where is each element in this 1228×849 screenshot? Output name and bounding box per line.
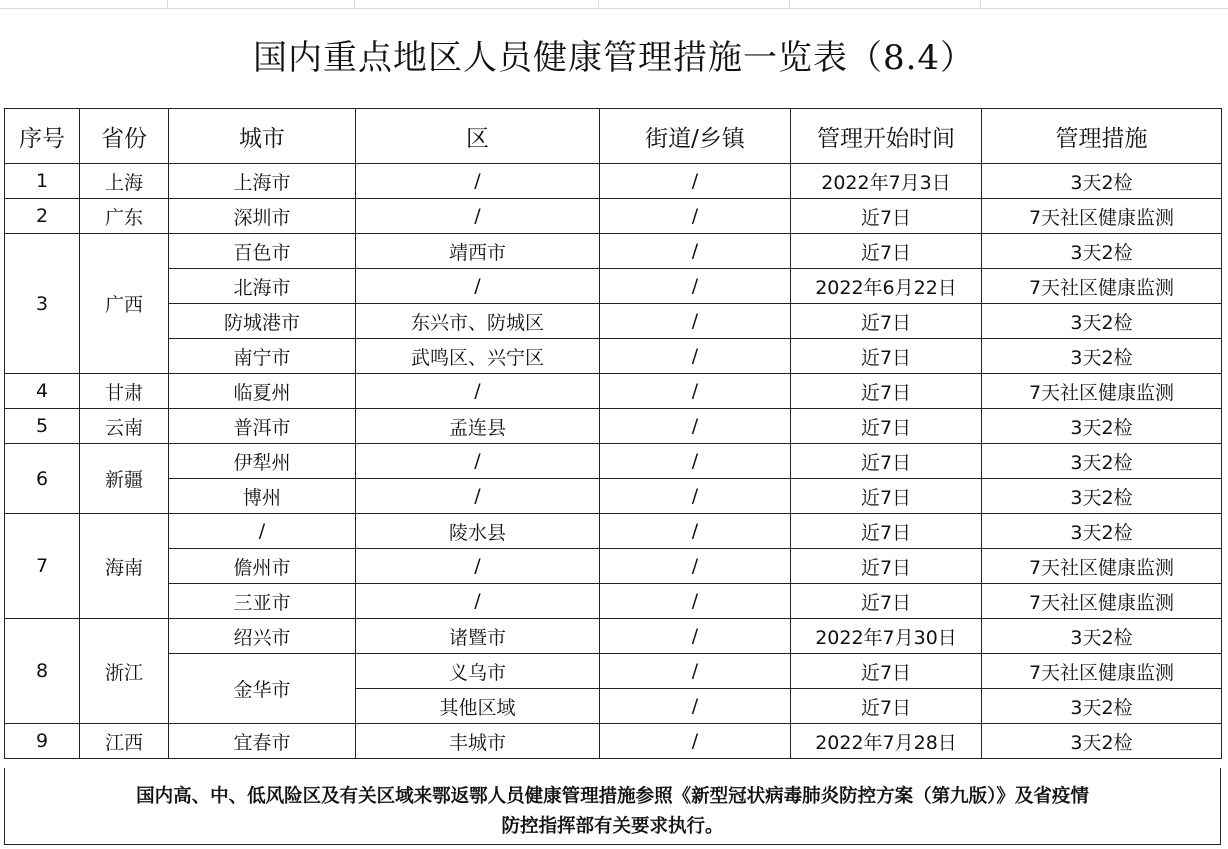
table-row <box>5 514 1222 549</box>
cell-measure[interactable]: 3天2检 <box>982 514 1222 549</box>
table-row <box>5 304 1222 339</box>
cell-start-time[interactable]: 近7日 <box>791 199 982 234</box>
cell-measure[interactable]: 3天2检 <box>982 689 1222 724</box>
table-row <box>5 199 1222 234</box>
cell-city[interactable]: 防城港市 <box>169 304 356 339</box>
cell-district[interactable]: 靖西市 <box>356 234 600 269</box>
cell-province[interactable]: 江西 <box>80 724 169 759</box>
cell-measure[interactable]: 3天2检 <box>982 164 1222 199</box>
table-row <box>5 584 1222 619</box>
cell-street[interactable]: / <box>600 584 791 619</box>
header-cell-province[interactable]: 省份 <box>80 109 169 164</box>
cell-city[interactable]: 绍兴市 <box>169 619 356 654</box>
cell-street[interactable]: / <box>600 409 791 444</box>
cell-measure[interactable]: 7天社区健康监测 <box>982 269 1222 304</box>
cell-street[interactable]: / <box>600 689 791 724</box>
footer-note-line-2: 防控指挥部有关要求执行。 <box>501 816 724 837</box>
cell-street[interactable]: / <box>600 374 791 409</box>
cell-start-time[interactable]: 近7日 <box>791 549 982 584</box>
cell-city[interactable]: 上海市 <box>169 164 356 199</box>
cell-district[interactable]: 诸暨市 <box>356 619 600 654</box>
cell-no[interactable]: 2 <box>5 199 80 234</box>
cell-measure[interactable]: 3天2检 <box>982 339 1222 374</box>
cell-measure[interactable]: 3天2检 <box>982 409 1222 444</box>
cell-city[interactable]: / <box>169 514 356 549</box>
cell-start-time[interactable]: 近7日 <box>791 339 982 374</box>
cell-measure[interactable]: 7天社区健康监测 <box>982 374 1222 409</box>
table-row <box>5 374 1222 409</box>
cell-district[interactable]: / <box>356 479 600 514</box>
cell-start-time[interactable]: 近7日 <box>791 409 982 444</box>
table-row <box>5 479 1222 514</box>
cell-street[interactable]: / <box>600 619 791 654</box>
cell-street[interactable]: / <box>600 269 791 304</box>
cell-measure[interactable]: 7天社区健康监测 <box>982 654 1222 689</box>
header-cell-measure[interactable]: 管理措施 <box>982 109 1222 164</box>
cell-province[interactable]: 广西 <box>80 234 169 374</box>
cell-start-time[interactable]: 2022年7月3日 <box>791 164 982 199</box>
cell-district[interactable]: / <box>356 444 600 479</box>
table-row <box>5 724 1222 759</box>
cell-city[interactable]: 北海市 <box>169 269 356 304</box>
footer-note-line-1: 国内高、中、低风险区及有关区域来鄂返鄂人员健康管理措施参照《新型冠状病毒肺炎防控方案（第九版）》及省疫情 <box>136 786 1089 807</box>
cell-city[interactable]: 儋州市 <box>169 549 356 584</box>
table-row <box>5 339 1222 374</box>
cell-start-time[interactable]: 近7日 <box>791 304 982 339</box>
cell-measure[interactable]: 7天社区健康监测 <box>982 199 1222 234</box>
cell-measure[interactable]: 3天2检 <box>982 234 1222 269</box>
cell-street[interactable]: / <box>600 479 791 514</box>
cell-start-time[interactable]: 近7日 <box>791 584 982 619</box>
cell-no[interactable]: 4 <box>5 374 80 409</box>
cell-city[interactable]: 临夏州 <box>169 374 356 409</box>
cell-start-time[interactable]: 近7日 <box>791 444 982 479</box>
cell-start-time[interactable]: 2022年7月28日 <box>791 724 982 759</box>
cell-street[interactable]: / <box>600 444 791 479</box>
cell-province[interactable]: 海南 <box>80 514 169 619</box>
footer-note[interactable] <box>4 768 1221 845</box>
cell-street[interactable]: / <box>600 654 791 689</box>
cell-district[interactable]: 其他区域 <box>356 689 600 724</box>
cell-no[interactable]: 6 <box>5 444 80 514</box>
cell-district[interactable]: / <box>356 584 600 619</box>
cell-district[interactable]: / <box>356 199 600 234</box>
cell-district[interactable]: 孟连县 <box>356 409 600 444</box>
cell-district[interactable]: 东兴市、防城区 <box>356 304 600 339</box>
page-title: 国内重点地区人员健康管理措施一览表（8.4） <box>252 38 976 78</box>
cell-province[interactable]: 甘肃 <box>80 374 169 409</box>
cell-street[interactable]: / <box>600 164 791 199</box>
cell-city[interactable]: 南宁市 <box>169 339 356 374</box>
cell-measure[interactable]: 3天2检 <box>982 444 1222 479</box>
cell-street[interactable]: / <box>600 339 791 374</box>
cell-no[interactable]: 7 <box>5 514 80 619</box>
cell-city[interactable]: 三亚市 <box>169 584 356 619</box>
table-row <box>5 619 1222 654</box>
cell-start-time[interactable]: 近7日 <box>791 234 982 269</box>
cell-measure[interactable]: 3天2检 <box>982 479 1222 514</box>
cell-city[interactable]: 伊犁州 <box>169 444 356 479</box>
cell-measure[interactable]: 3天2检 <box>982 619 1222 654</box>
cell-province[interactable]: 新疆 <box>80 444 169 514</box>
cell-city[interactable]: 深圳市 <box>169 199 356 234</box>
cell-district[interactable]: / <box>356 164 600 199</box>
cell-measure[interactable]: 3天2检 <box>982 304 1222 339</box>
table-row <box>5 164 1222 199</box>
cell-province[interactable]: 云南 <box>80 409 169 444</box>
header-row <box>5 109 1222 164</box>
cell-start-time[interactable]: 近7日 <box>791 374 982 409</box>
table-row <box>5 444 1222 479</box>
cell-district[interactable]: / <box>356 374 600 409</box>
cell-measure[interactable]: 3天2检 <box>982 724 1222 759</box>
cell-city[interactable]: 百色市 <box>169 234 356 269</box>
cell-start-time[interactable]: 2022年7月30日 <box>791 619 982 654</box>
table-body <box>5 164 1222 759</box>
cell-province[interactable]: 浙江 <box>80 619 169 724</box>
health-measures-table <box>4 108 1222 759</box>
cell-district[interactable]: / <box>356 269 600 304</box>
cell-no[interactable]: 8 <box>5 619 80 724</box>
cell-street[interactable]: / <box>600 514 791 549</box>
header-cell-no[interactable]: 序号 <box>5 109 80 164</box>
table-row <box>5 549 1222 584</box>
cell-start-time[interactable]: 近7日 <box>791 689 982 724</box>
cell-district[interactable]: 义乌市 <box>356 654 600 689</box>
cell-city[interactable]: 普洱市 <box>169 409 356 444</box>
cell-measure[interactable]: 7天社区健康监测 <box>982 584 1222 619</box>
cell-street[interactable]: / <box>600 304 791 339</box>
cell-no[interactable]: 9 <box>5 724 80 759</box>
cell-street[interactable]: / <box>600 724 791 759</box>
cell-start-time[interactable]: 2022年6月22日 <box>791 269 982 304</box>
cell-city[interactable]: 金华市 <box>169 654 356 724</box>
cell-start-time[interactable]: 近7日 <box>791 654 982 689</box>
cell-district[interactable]: 陵水县 <box>356 514 600 549</box>
cell-no[interactable]: 5 <box>5 409 80 444</box>
cell-district[interactable]: / <box>356 549 600 584</box>
table-row <box>5 654 1222 689</box>
header-cell-street[interactable]: 街道/乡镇 <box>600 109 791 164</box>
cell-street[interactable]: / <box>600 199 791 234</box>
cell-start-time[interactable]: 近7日 <box>791 514 982 549</box>
cell-no[interactable]: 3 <box>5 234 80 374</box>
cell-province[interactable]: 广东 <box>80 199 169 234</box>
table-row <box>5 234 1222 269</box>
cell-measure[interactable]: 7天社区健康监测 <box>982 549 1222 584</box>
cell-province[interactable]: 上海 <box>80 164 169 199</box>
cell-district[interactable]: 武鸣区、兴宁区 <box>356 339 600 374</box>
table-row <box>5 269 1222 304</box>
cell-district[interactable]: 丰城市 <box>356 724 600 759</box>
cell-street[interactable]: / <box>600 234 791 269</box>
cell-city[interactable]: 博州 <box>169 479 356 514</box>
header-cell-city[interactable]: 城市 <box>169 109 356 164</box>
cell-street[interactable]: / <box>600 549 791 584</box>
cell-no[interactable]: 1 <box>5 164 80 199</box>
table-row <box>5 409 1222 444</box>
cell-city[interactable]: 宜春市 <box>169 724 356 759</box>
cell-start-time[interactable]: 近7日 <box>791 479 982 514</box>
header-cell-district[interactable]: 区 <box>356 109 600 164</box>
header-cell-start-time[interactable]: 管理开始时间 <box>791 109 982 164</box>
